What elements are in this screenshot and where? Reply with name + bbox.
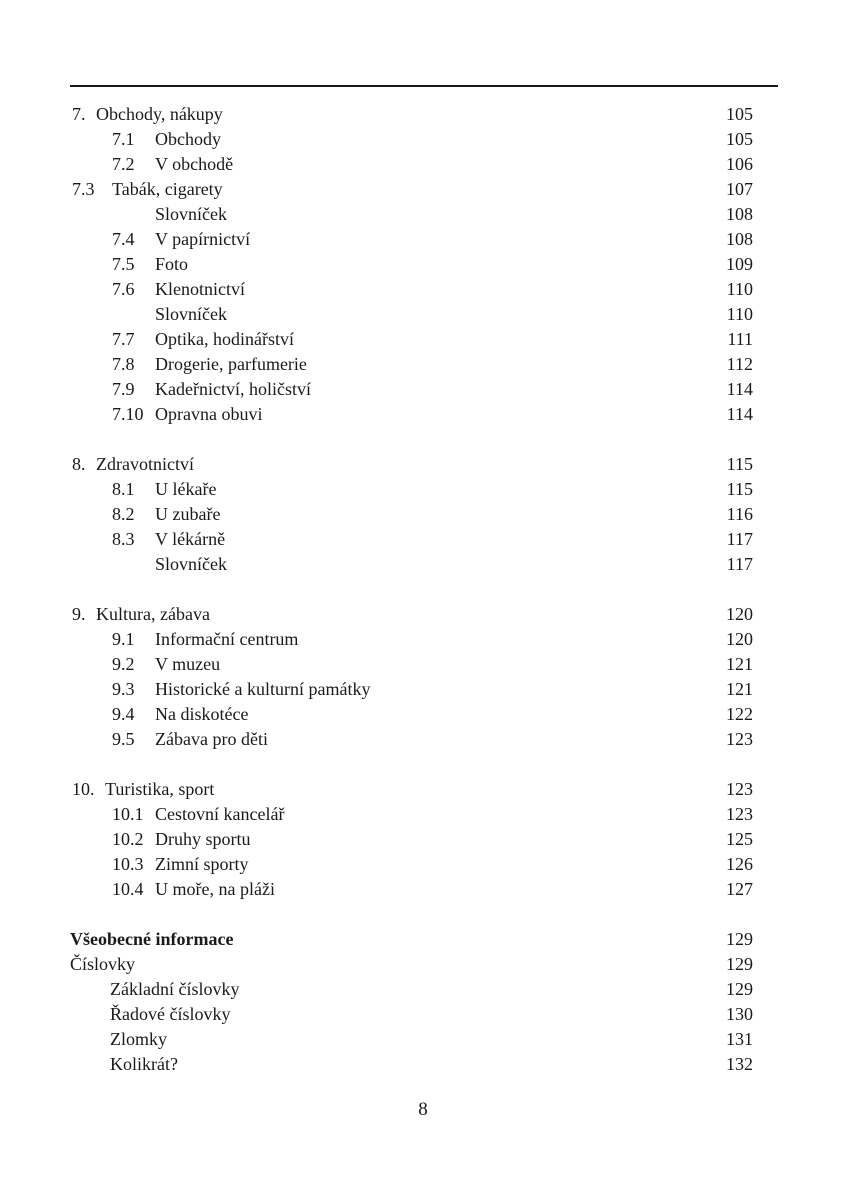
toc-entry (0, 177, 846, 202)
toc-entry-number: 8.2 (112, 504, 135, 524)
toc-entry (0, 627, 846, 652)
toc-entry-number: 7.3 (72, 179, 95, 199)
toc-entry-page: 123 (726, 729, 753, 749)
toc-entry (0, 977, 846, 1002)
toc-entry-title: Turistika, sport (105, 779, 215, 799)
toc-entry-title: V lékárně (155, 529, 226, 549)
toc-entry-title: Kolikrát? (110, 1054, 178, 1074)
toc-entry-page: 110 (726, 279, 753, 299)
toc-entry-page: 114 (726, 379, 753, 399)
toc-entry-number: 10.3 (112, 854, 144, 874)
toc-entry-number: 7.4 (112, 229, 135, 249)
toc-entry-page: 129 (726, 979, 753, 999)
page-number: 8 (418, 1099, 428, 1120)
toc-entry-number: 9.3 (112, 679, 135, 699)
toc-entry-title: Optika, hodinářství (155, 329, 294, 349)
toc-entry (0, 277, 846, 302)
toc-entry-number: 10. (72, 779, 95, 799)
toc-entry-page: 123 (726, 804, 753, 824)
toc-entry-page: 126 (726, 854, 753, 874)
toc-entry-page: 129 (726, 954, 753, 974)
toc-entry (0, 127, 846, 152)
toc-entry-page: 112 (726, 354, 753, 374)
toc-entry-title: U moře, na pláži (155, 879, 275, 899)
toc-entry (0, 252, 846, 277)
toc-entry-title: V obchodě (155, 154, 234, 174)
toc-entry (0, 352, 846, 377)
toc-entry (0, 1002, 846, 1027)
toc-entry-page: 120 (726, 604, 753, 624)
toc-entry-page: 105 (726, 129, 753, 149)
toc-entry (0, 852, 846, 877)
toc-entry-title: Kadeřnictví, holičství (155, 379, 311, 399)
toc-entry-page: 125 (726, 829, 753, 849)
toc-entry-page: 109 (726, 254, 753, 274)
toc-entry-number: 7.10 (112, 404, 144, 424)
toc-entry-page: 117 (726, 529, 753, 549)
toc-entry (0, 777, 846, 802)
toc-entry (0, 502, 846, 527)
toc-entry-page: 121 (726, 654, 753, 674)
toc-entry-title: Historické a kulturní památky (155, 679, 371, 699)
toc-entry-page: 117 (726, 554, 753, 574)
toc-entry (0, 652, 846, 677)
toc-entry (0, 877, 846, 902)
toc-entry-number: 7.2 (112, 154, 135, 174)
toc-entry-page: 106 (726, 154, 753, 174)
toc-entry-page: 129 (726, 929, 753, 949)
toc-entry (0, 452, 846, 477)
toc-entry (0, 927, 846, 952)
toc-entry-page: 110 (726, 304, 753, 324)
toc-entry-number: 10.4 (112, 879, 144, 899)
toc-entry (0, 727, 846, 752)
toc-entry (0, 302, 846, 327)
toc-section (0, 777, 846, 902)
toc-entry-page: 116 (726, 504, 753, 524)
toc-entry-number: 7.1 (112, 129, 135, 149)
toc-entry-title: Tabák, cigarety (112, 179, 223, 199)
toc-entry-title: U zubaře (155, 504, 221, 524)
toc-entry-number: 8.1 (112, 479, 135, 499)
toc-entry-page: 111 (727, 329, 753, 349)
toc-entry-title: V muzeu (155, 654, 221, 674)
toc-entry-page: 120 (726, 629, 753, 649)
toc-entry-number: 7.7 (112, 329, 135, 349)
toc-entry-title: Na diskotéce (155, 704, 249, 724)
toc-entry-page: 115 (726, 479, 753, 499)
toc-entry-number: 7.9 (112, 379, 135, 399)
toc-entry-title: Informační centrum (155, 629, 299, 649)
toc-entry-title: Kultura, zábava (96, 604, 210, 624)
toc-entry-page: 131 (726, 1029, 753, 1049)
toc-entry-title: Drogerie, parfumerie (155, 354, 307, 374)
toc-entry (0, 202, 846, 227)
toc-entry-number: 7.8 (112, 354, 135, 374)
toc-entry (0, 1027, 846, 1052)
toc-entry (0, 477, 846, 502)
toc-entry-number: 8.3 (112, 529, 135, 549)
toc-entry (0, 702, 846, 727)
toc-entry-number: 10.2 (112, 829, 144, 849)
toc-entry-number: 9.5 (112, 729, 135, 749)
toc-entry (0, 602, 846, 627)
toc-entry-title: Foto (155, 254, 189, 274)
toc-entry-number: 9.2 (112, 654, 135, 674)
table-of-contents (0, 102, 846, 1102)
toc-entry (0, 952, 846, 977)
toc-entry (0, 677, 846, 702)
toc-entry-page: 108 (726, 204, 753, 224)
toc-entry (0, 802, 846, 827)
toc-entry-page: 132 (726, 1054, 753, 1074)
toc-section (0, 452, 846, 577)
toc-entry-number: 9. (72, 604, 86, 624)
toc-entry-title: Zdravotnictví (96, 454, 194, 474)
toc-entry-number: 7.5 (112, 254, 135, 274)
toc-entry (0, 152, 846, 177)
toc-entry (0, 552, 846, 577)
toc-entry-page: 108 (726, 229, 753, 249)
toc-entry (0, 227, 846, 252)
toc-entry-title: Cestovní kancelář (155, 804, 285, 824)
toc-entry-title: Zimní sporty (155, 854, 249, 874)
toc-entry-page: 115 (726, 454, 753, 474)
toc-entry-title: Opravna obuvi (155, 404, 263, 424)
toc-entry-title: Slovníček (155, 554, 227, 574)
toc-section (0, 602, 846, 752)
toc-entry-page: 105 (726, 104, 753, 124)
toc-section (0, 102, 846, 427)
toc-entry-page: 127 (726, 879, 753, 899)
toc-entry-title: Řadové číslovky (110, 1004, 231, 1024)
toc-entry-number: 9.1 (112, 629, 135, 649)
toc-entry-page: 123 (726, 779, 753, 799)
toc-entry-title: Číslovky (70, 954, 136, 974)
toc-entry (0, 327, 846, 352)
toc-entry-title: Obchody (155, 129, 221, 149)
toc-entry-page: 114 (726, 404, 753, 424)
toc-entry-title: Druhy sportu (155, 829, 251, 849)
toc-entry (0, 827, 846, 852)
toc-entry-title: Zlomky (110, 1029, 167, 1049)
toc-entry (0, 1052, 846, 1077)
toc-entry-page: 122 (726, 704, 753, 724)
toc-entry-title: Zábava pro děti (155, 729, 268, 749)
toc-entry-number: 7.6 (112, 279, 135, 299)
toc-entry-title: Slovníček (155, 204, 227, 224)
toc-entry-number: 7. (72, 104, 86, 124)
toc-entry-title: Klenotnictví (155, 279, 245, 299)
toc-entry-title: Základní číslovky (110, 979, 240, 999)
toc-entry-title: U lékaře (155, 479, 217, 499)
toc-entry-title: Obchody, nákupy (96, 104, 223, 124)
toc-entry (0, 102, 846, 127)
toc-section (0, 927, 846, 1077)
toc-entry-number: 8. (72, 454, 86, 474)
toc-entry-title: Slovníček (155, 304, 227, 324)
toc-entry-page: 121 (726, 679, 753, 699)
toc-entry-page: 130 (726, 1004, 753, 1024)
toc-entry-title: Všeobecné informace (70, 929, 234, 949)
toc-entry (0, 377, 846, 402)
toc-entry-number: 10.1 (112, 804, 144, 824)
toc-entry-title: V papírnictví (155, 229, 251, 249)
toc-entry (0, 402, 846, 427)
toc-entry (0, 527, 846, 552)
toc-entry-page: 107 (726, 179, 753, 199)
header-rule (70, 85, 778, 87)
toc-entry-number: 9.4 (112, 704, 135, 724)
